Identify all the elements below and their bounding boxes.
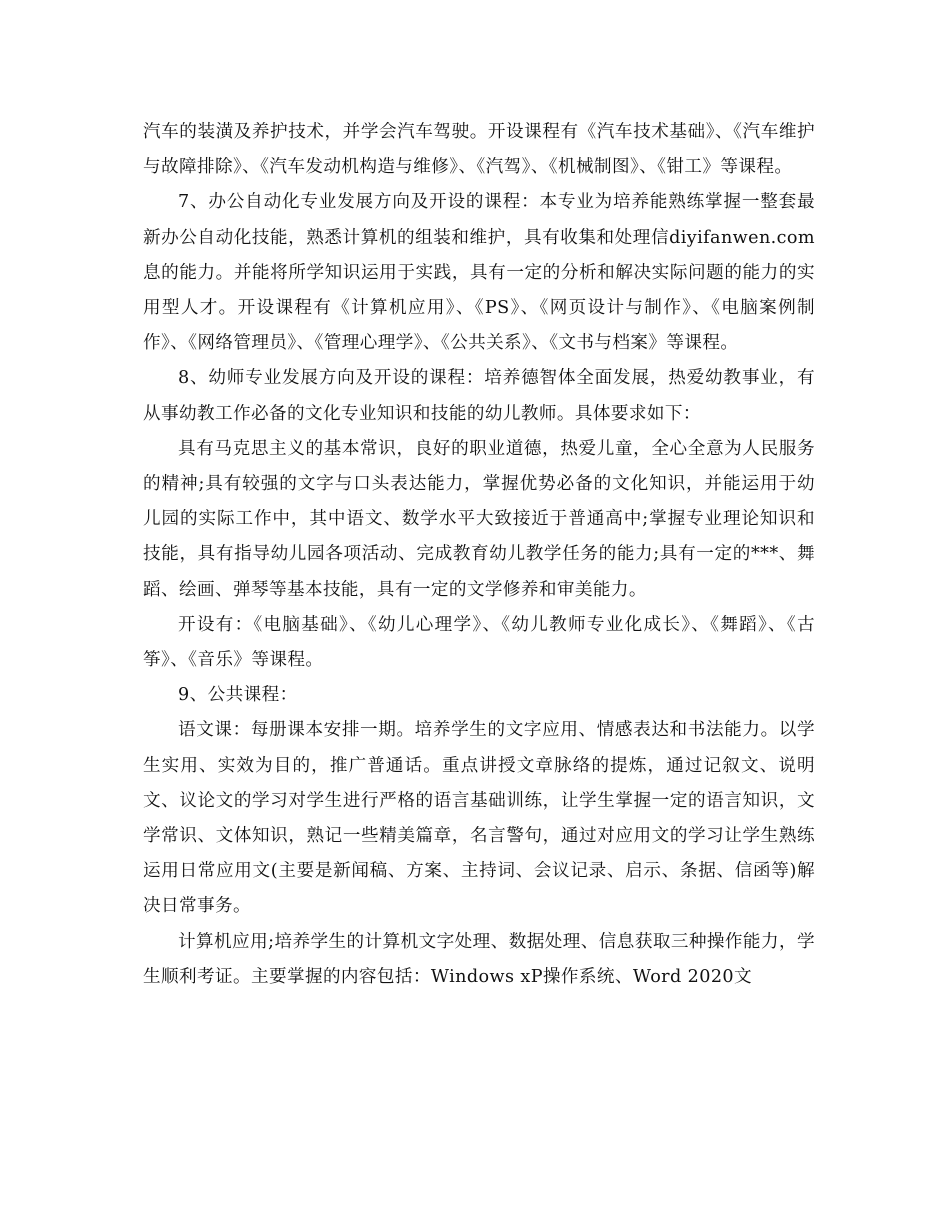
paragraph-automotive-courses: 汽车的装潢及养护技术，并学会汽车驾驶。开设课程有《汽车技术基础》、《汽车维护与故障排除》、《汽车发动机构造与维修》、《汽驾》、《机械制图》、《钳工》等课程。 [143, 122, 815, 178]
paragraph-preschool-courses: 开设有：《电脑基础》、《幼儿心理学》、《幼儿教师专业化成长》、《舞蹈》、《古筝》、《音乐》等课程。 [143, 614, 815, 671]
paragraph-computer-course: 计算机应用;培养学生的计算机文字处理、数据处理、信息获取三种操作能力，学生顺利考证。主要掌握的内容包括：Windows xP操作系统、Word 2020文 [143, 931, 815, 987]
document-body [143, 115, 815, 995]
paragraph-office-automation: 7、办公自动化专业发展方向及开设的课程：本专业为培养能熟练掌握一整套最新办公自动化技能，熟悉计算机的组装和维护，具有收集和处理信diyifanwen.com息的能力。并能将所学知识运用于实践，具有一定的分析和解决实际问题的能力的实用型人才。开设课程有《计算机应用》、《PS》、《网页设计与制作》、《电脑案例制作》、《网络管理员》、《管理心理学》、《公共关系》、《文书与档案》等课程。 [143, 192, 815, 354]
paragraph-public-courses-heading: 9、公共课程： [178, 685, 298, 706]
paragraph-chinese-course: 语文课：每册课本安排一期。培养学生的文字应用、情感表达和书法能力。以学生实用、实效为目的，推广普通话。重点讲授文章脉络的提炼，通过记叙文、说明文、议论文的学习对学生进行严格的语言基础训练，让学生掌握一定的语言知识，文学常识、文体知识，熟记一些精美篇章，名言警句，通过对应用文的学习让学生熟练运用日常应用文(主要是新闻稿、方案、主持词、会议记录、启示、条据、信函等)解决日常事务。 [143, 720, 815, 917]
paragraph-preschool-requirements: 具有马克思主义的基本常识，良好的职业道德，热爱儿童，全心全意为人民服务的精神;具有较强的文字与口头表达能力，掌握优势必备的文化知识，并能运用于幼儿园的实际工作中，其中语文、数学水平大致接近于普通高中;掌握专业理论知识和技能，具有指导幼儿园各项活动、完成教育幼儿教学任务的能力;具有一定的***、舞蹈、绘画、弹琴等基本技能，具有一定的文学修养和审美能力。 [143, 438, 815, 600]
paragraph-preschool-teacher: 8、幼师专业发展方向及开设的课程：培养德智体全面发展，热爱幼教事业，有从事幼教工作必备的文化专业知识和技能的幼儿教师。具体要求如下： [143, 368, 815, 424]
